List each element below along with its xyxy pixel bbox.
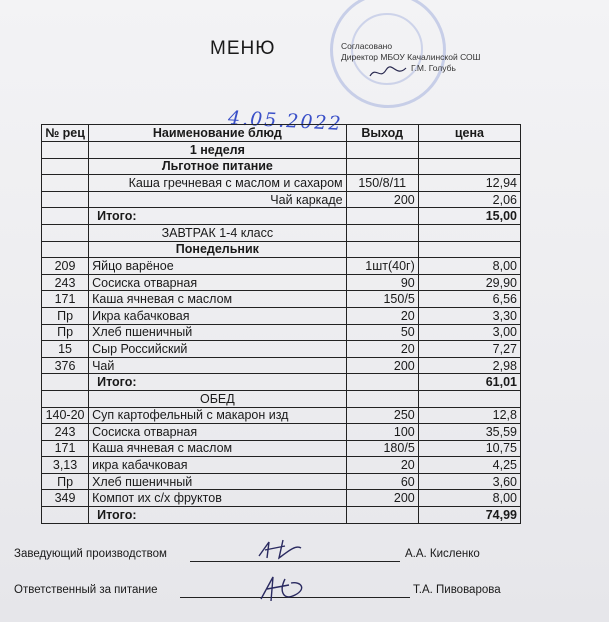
dish-name: Хлеб пшеничный [89, 473, 347, 490]
table-row [42, 291, 521, 308]
table-row [42, 175, 521, 192]
total-label: Итого: [89, 507, 347, 524]
dish-name: Яйцо варёное [89, 258, 347, 275]
dish-price: 12,94 [418, 175, 520, 192]
recipe-code: 140-20 [42, 407, 89, 424]
dish-name: Суп картофельный с макарон изд [89, 407, 347, 424]
dish-portion: 100 [346, 424, 418, 441]
dish-portion: 20 [346, 457, 418, 474]
lgotnoe-row [42, 158, 521, 175]
table-row [42, 490, 521, 507]
total-row [42, 208, 521, 225]
dish-name: Икра кабачковая [89, 307, 347, 324]
recipe-code: 243 [42, 424, 89, 441]
dish-price: 2,06 [418, 191, 520, 208]
recipe-code: 349 [42, 490, 89, 507]
dish-price: 8,00 [418, 490, 520, 507]
table-row [42, 274, 521, 291]
table-row [42, 307, 521, 324]
dish-price: 10,75 [418, 440, 520, 457]
recipe-code: 15 [42, 341, 89, 358]
dish-portion: 200 [346, 357, 418, 374]
week-label: 1 неделя [89, 142, 347, 159]
dish-price: 8,00 [418, 258, 520, 275]
table-row [42, 473, 521, 490]
approval-position: Директор МБОУ Качалинской СОШ [341, 52, 481, 62]
dish-name: Чай [89, 357, 347, 374]
dish-name: Сыр Российский [89, 341, 347, 358]
dish-name: Каша ячневая с маслом [89, 291, 347, 308]
dish-price: 29,90 [418, 274, 520, 291]
dish-portion: 180/5 [346, 440, 418, 457]
header-price: цена [418, 125, 520, 142]
total-label: Итого: [89, 374, 347, 391]
header-dish-name: Наименование блюд [89, 125, 347, 142]
header-portion: Выход [346, 125, 418, 142]
dish-name: икра кабачковая [89, 457, 347, 474]
recipe-code: Пр [42, 473, 89, 490]
dish-portion: 20 [346, 307, 418, 324]
dish-portion: 150/5 [346, 291, 418, 308]
recipe-code: 376 [42, 357, 89, 374]
week-row [42, 142, 521, 159]
approval-block [341, 41, 480, 74]
responsible-signature [255, 573, 305, 605]
table-row [42, 324, 521, 341]
menu-table [41, 124, 521, 524]
recipe-code: 3,13 [42, 457, 89, 474]
dish-portion: 60 [346, 473, 418, 490]
dish-name: Каша ячневая с маслом [89, 440, 347, 457]
total-label: Итого: [89, 208, 347, 225]
dish-portion: 1шт(40г) [346, 258, 418, 275]
total-row [42, 374, 521, 391]
dish-price: 3,30 [418, 307, 520, 324]
total-value: 61,01 [418, 374, 520, 391]
day-label: Понедельник [89, 241, 347, 258]
dish-portion: 20 [346, 341, 418, 358]
dish-portion: 200 [346, 191, 418, 208]
dish-portion: 90 [346, 274, 418, 291]
table-row [42, 357, 521, 374]
dish-price: 3,60 [418, 473, 520, 490]
recipe-code: Пр [42, 324, 89, 341]
table-row [42, 341, 521, 358]
recipe-code: 171 [42, 291, 89, 308]
director-signature [368, 62, 408, 82]
table-row [42, 457, 521, 474]
dish-price: 35,59 [418, 424, 520, 441]
dish-name: Каша гречневая с маслом и сахаром [89, 175, 347, 192]
approval-name: Г.М. Голубь [411, 63, 456, 73]
dish-portion: 250 [346, 407, 418, 424]
manager-label: Заведующий производством [14, 548, 167, 560]
dish-price: 12,8 [418, 407, 520, 424]
dish-portion: 150/8/11 [346, 175, 418, 192]
section-row [42, 390, 521, 407]
lgotnoe-label: Льготное питание [89, 158, 347, 175]
dish-price: 6,56 [418, 291, 520, 308]
table-row [42, 191, 521, 208]
dish-price: 2,98 [418, 357, 520, 374]
recipe-code: 171 [42, 440, 89, 457]
header-recipe-no: № рец [42, 125, 89, 142]
table-row [42, 440, 521, 457]
section-row [42, 224, 521, 241]
responsible-label: Ответственный за питание [14, 584, 158, 596]
dish-price: 7,27 [418, 341, 520, 358]
breakfast-title: ЗАВТРАК 1-4 класс [89, 224, 347, 241]
total-value: 15,00 [418, 208, 520, 225]
recipe-code: 209 [42, 258, 89, 275]
dish-price: 3,00 [418, 324, 520, 341]
table-row [42, 407, 521, 424]
recipe-code: 243 [42, 274, 89, 291]
dish-portion: 200 [346, 490, 418, 507]
dish-name: Сосиска отварная [89, 424, 347, 441]
dish-name: Хлеб пшеничный [89, 324, 347, 341]
responsible-name: Т.А. Пивоварова [413, 584, 501, 596]
approval-label: Согласовано [341, 41, 393, 51]
dish-price: 4,25 [418, 457, 520, 474]
menu-date: 4.05.2022 [227, 107, 344, 135]
manager-name: А.А. Кисленко [405, 548, 480, 560]
table-row [42, 258, 521, 275]
table-row [42, 424, 521, 441]
dish-name: Сосиска отварная [89, 274, 347, 291]
recipe-code: Пр [42, 307, 89, 324]
dish-name: Чай каркаде [89, 191, 347, 208]
dish-portion: 50 [346, 324, 418, 341]
table-header-row [42, 125, 521, 142]
page-title: МЕНЮ [210, 38, 276, 59]
lunch-title: ОБЕД [89, 390, 347, 407]
day-row [42, 241, 521, 258]
dish-name: Компот их с/х фруктов [89, 490, 347, 507]
manager-signature [255, 536, 305, 562]
total-row [42, 507, 521, 524]
total-value: 74,99 [418, 507, 520, 524]
